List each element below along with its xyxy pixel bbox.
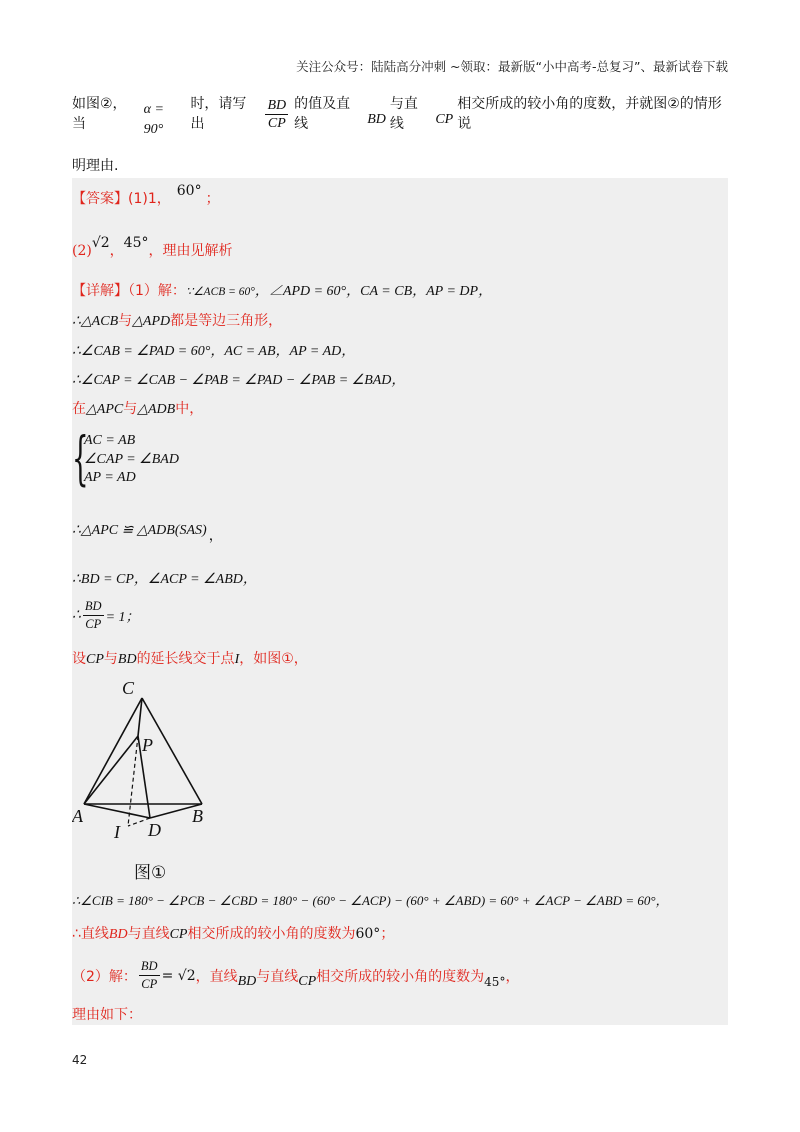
- detail-math: CP: [86, 652, 104, 667]
- fraction-denominator: CP: [85, 617, 102, 631]
- detail-math: 60°: [355, 926, 381, 942]
- detail-math: BD: [117, 652, 137, 667]
- detail-text: 与: [118, 313, 133, 329]
- fraction-bd-cp: [83, 598, 104, 633]
- detail-text: 设: [72, 651, 86, 667]
- detail-text: ；: [380, 926, 395, 942]
- detail-text: 与: [123, 401, 138, 417]
- detail-math: △APC: [86, 402, 124, 417]
- detail-line-1: [72, 280, 492, 300]
- detail-text: 在: [72, 401, 86, 417]
- label-d: D: [148, 820, 161, 840]
- detail-label: 【详解】: [72, 283, 128, 299]
- triangle-figure: [72, 678, 242, 848]
- detail-math: I: [234, 652, 240, 667]
- answer-reason: ，理由见解析: [148, 243, 233, 259]
- label-a: A: [72, 806, 83, 826]
- dashed-pi: [128, 736, 138, 826]
- detail-math: ∴: [72, 608, 81, 623]
- alpha-value: α = 90°: [143, 102, 164, 137]
- system-equation: AP = AD: [84, 470, 136, 485]
- answer-label: 【答案】: [72, 191, 128, 207]
- label-i: I: [114, 822, 120, 842]
- detail-math: 45°: [484, 974, 506, 989]
- detail-text: （1）解：: [128, 283, 186, 299]
- detail-line-8: [72, 598, 140, 633]
- detail-text: 与直线: [127, 926, 170, 942]
- intro-text: 如图②，当: [72, 96, 127, 132]
- fraction-denominator: CP: [267, 115, 286, 131]
- answer-box: [72, 178, 728, 1025]
- intro-text: 时，请写出: [190, 96, 247, 132]
- detail-math: ∴△APC ≌ △ADB(SAS): [72, 523, 207, 538]
- detail-text: 都是等边三角形，: [170, 313, 283, 329]
- detail-math: = 1；: [105, 609, 140, 625]
- detail-line-7: ∴BD = CP，∠ACP = ∠ABD，: [72, 572, 257, 587]
- intro-text: 的值及直线: [294, 96, 351, 132]
- detail-text: ，: [505, 968, 520, 985]
- detail-line-10: ∴∠CIB = 180° − ∠PCB − ∠CBD = 180° − (60° − ∠ACP) − (60° + ∠ABD) = 60° + ∠ACP − ∠ABD = 60°，: [72, 893, 669, 908]
- detail-text: 与: [103, 651, 118, 667]
- system-equation: AC = AB: [84, 433, 136, 448]
- answer-punct: ，: [109, 243, 124, 259]
- detail-math: BD: [237, 973, 257, 989]
- page-number: 42: [72, 1053, 88, 1067]
- intro-text: 与直线: [389, 96, 418, 132]
- detail-math: △APD: [132, 314, 171, 329]
- detail-text: ，直线: [195, 968, 238, 985]
- edge-pa: [84, 736, 138, 804]
- detail-math: = √2: [161, 967, 196, 984]
- detail-line-2: [72, 310, 282, 330]
- detail-math: △ADB: [137, 402, 176, 417]
- answer-angle-2: 45°: [123, 235, 149, 251]
- detail-line-9: [72, 648, 308, 668]
- fraction-denominator: CP: [141, 977, 158, 991]
- intro-text: 相交所成的较小角的度数，并就图②的情形说: [457, 96, 722, 132]
- label-p: P: [142, 735, 153, 755]
- edge-ad: [84, 804, 150, 818]
- answer-line-2: [72, 235, 233, 260]
- page-header: 关注公众号：陆陆高分冲刺 ~领取：最新版“小中高考-总复习”、最新试卷下载: [296, 59, 728, 74]
- math-bd: BD: [367, 112, 386, 127]
- detail-punct: ，: [208, 528, 223, 544]
- answer-line-1: [72, 183, 220, 208]
- figure-caption: 图①: [134, 863, 167, 883]
- answer-punct: ；: [205, 191, 220, 207]
- detail-text: （2）解：: [72, 968, 137, 985]
- detail-line-13: 理由如下：: [72, 1007, 142, 1023]
- fraction-bd-cp: [139, 958, 160, 993]
- detail-line-5: [72, 398, 203, 418]
- detail-line-11: [72, 923, 394, 943]
- intro-text: 明理由.: [72, 158, 119, 174]
- detail-math: ∵∠ACB = 60°: [185, 286, 255, 298]
- brace-symbol: {: [72, 424, 89, 492]
- question-text: [72, 94, 732, 176]
- detail-text: 的延长线交于点: [136, 651, 235, 667]
- fraction-numerator: BD: [139, 958, 160, 976]
- detail-text: ，如图①，: [239, 651, 308, 667]
- label-b: B: [192, 806, 203, 826]
- detail-math: BD: [108, 927, 128, 942]
- equation-system: [72, 424, 179, 495]
- answer-part2: (2): [72, 243, 92, 259]
- detail-math: ，∠APD = 60°，CA = CB，AP = DP，: [254, 284, 493, 299]
- detail-math: ∴△ACB: [72, 314, 119, 329]
- edge-ca: [84, 698, 142, 804]
- fraction-numerator: BD: [267, 97, 287, 113]
- detail-line-6: [72, 519, 223, 544]
- label-c: C: [122, 678, 135, 698]
- math-cp: CP: [435, 112, 454, 127]
- detail-text: ∴直线: [72, 926, 109, 942]
- detail-line-4: ∴∠CAP = ∠CAB − ∠PAB = ∠PAD − ∠PAB = ∠BAD，: [72, 373, 406, 388]
- detail-text: 与直线: [256, 968, 299, 985]
- detail-text: 相交所成的较小角的度数为: [316, 968, 485, 985]
- detail-line-3: ∴∠CAB = ∠PAD = 60°，AC = AB，AP = AD，: [72, 344, 356, 359]
- answer-part1: (1)1，: [128, 191, 171, 207]
- fraction-numerator: BD: [83, 598, 104, 616]
- detail-text: 相交所成的较小角的度数为: [187, 926, 356, 942]
- detail-text: 中，: [175, 401, 204, 417]
- dashed-di: [128, 818, 150, 826]
- detail-math: CP: [298, 973, 317, 989]
- answer-sqrt2: √2: [91, 235, 110, 251]
- fraction-bd-cp: [265, 97, 288, 132]
- detail-math: CP: [169, 927, 188, 942]
- answer-angle-1: 60°: [176, 183, 202, 199]
- system-equation: ∠CAP = ∠BAD: [84, 452, 179, 467]
- detail-line-12: [72, 958, 519, 993]
